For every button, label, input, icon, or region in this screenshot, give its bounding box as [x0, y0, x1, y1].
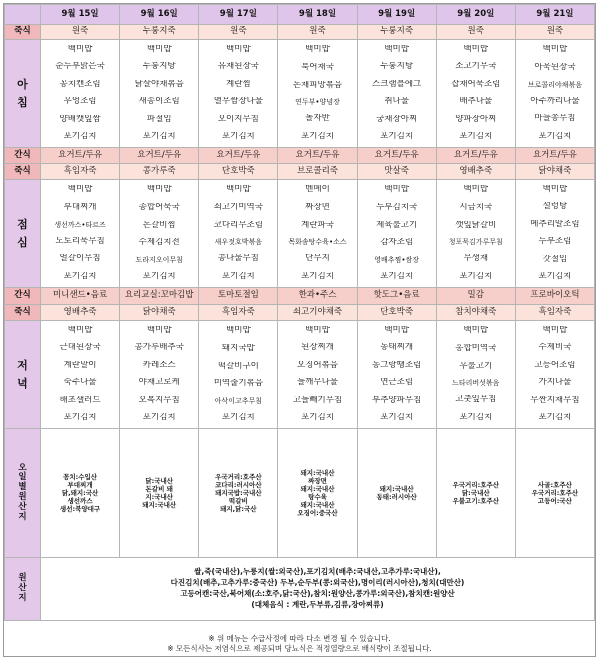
menu-item: 포기김치: [142, 272, 176, 282]
menu-item: 포기김치: [301, 132, 334, 142]
snack-am-row: [5, 148, 595, 164]
snack-pm-row: [5, 288, 595, 305]
porridge-morning-label: 죽식: [5, 25, 41, 40]
menu-item: 열무쌈장나물: [213, 97, 263, 107]
menu-item: 계란파국: [301, 220, 334, 230]
menu-item: 백미밥: [146, 325, 172, 335]
daily-origin-cell: [515, 429, 594, 558]
snack-am-cell: 요거트/두유: [278, 148, 357, 164]
origin-line: 고등어:국산: [537, 497, 572, 506]
daily-origin-label-char: 별: [18, 482, 27, 493]
origin-line: 돼지:국내산: [300, 484, 335, 493]
menu-item: 양파장아찌: [455, 114, 497, 124]
porridge-dinner-cell: 흑임자죽: [199, 305, 278, 321]
menu-item: 돼지국밥: [221, 343, 255, 353]
porridge-lunch-cell: 영배추죽: [436, 164, 515, 180]
daily-origin-cell: [436, 429, 515, 558]
menu-item: 돌자반: [305, 114, 330, 124]
porridge-lunch-cell: 맛살죽: [357, 164, 436, 180]
snack-pm-cell: 한과•주스: [278, 288, 357, 305]
breakfast-label: [5, 40, 41, 148]
menu-item: 우엉조림: [63, 97, 97, 107]
menu-item: 백미밥: [384, 325, 409, 335]
menu-item: 백미밥: [67, 185, 93, 194]
lunch-label: [5, 180, 41, 288]
menu-item: 두부김치국: [376, 202, 418, 212]
daily-origin-label-char: 원: [18, 492, 27, 502]
date-header: 9월 21일: [515, 5, 594, 25]
porridge-lunch-cell: 콩가루죽: [120, 164, 199, 180]
menu-item: 고들빼기무침: [292, 395, 343, 405]
menu-item: 부추양파무침: [371, 395, 422, 405]
date-header: 9월 16일: [120, 5, 199, 25]
snack-am-cell: 요거트/두유: [515, 148, 594, 164]
dinner-cell: [436, 321, 515, 429]
menu-item: 포기김치: [380, 132, 414, 142]
daily-origin-cell: [199, 429, 278, 558]
menu-item: 얼갈이무침: [59, 254, 101, 264]
menu-item: 무생채: [463, 254, 489, 264]
date-header: 9월 19일: [357, 5, 436, 25]
date-header-row: [5, 5, 595, 25]
common-origin-line: 다진김치(배추,고추가루:중국산) 두부,순두부(콩:외국산),명이리(러시아산),청치(대만산): [170, 578, 465, 588]
menu-item: 백미밥: [542, 45, 568, 54]
origin-line: 떡갈비: [228, 497, 248, 506]
porridge-lunch-cell: 닭야채죽: [515, 164, 594, 180]
lunch-label-char: 점: [17, 217, 28, 231]
daily-origin-label-char: 지: [18, 511, 27, 522]
menu-item: 잡채어묵조림: [451, 79, 501, 89]
menu-item: 포기김치: [142, 413, 176, 423]
origin-line: 생선:북양대구: [59, 505, 101, 514]
menu-item: 백미밥: [305, 45, 330, 54]
breakfast-cell: [515, 40, 594, 148]
lunch-row: [5, 180, 595, 288]
menu-item: 목화솜탕수육•소스: [288, 238, 347, 247]
menu-item: 새송이조림: [138, 97, 180, 107]
porridge-lunch-cell: 흑임자죽: [41, 164, 120, 180]
menu-item: 백미밥: [146, 185, 172, 194]
porridge-morning-cell: 원죽: [278, 25, 357, 40]
menu-item: 감자조림: [380, 238, 414, 248]
menu-item: 동그랑땡조림: [371, 360, 422, 370]
menu-item: 포기김치: [63, 413, 97, 423]
menu-item: 포기김치: [142, 132, 176, 142]
menu-item: 백미밥: [226, 185, 251, 194]
common-origin-label: [5, 558, 41, 621]
menu-item: 포기김치: [380, 413, 414, 423]
menu-item: 시금치국: [459, 202, 493, 212]
lunch-cell: [199, 180, 278, 288]
porridge-dinner-cell: 닭야채죽: [120, 305, 199, 321]
menu-item: 콩가루배추국: [134, 343, 184, 353]
snack-pm-label: 간식: [5, 288, 41, 305]
menu-item: 포기김치: [538, 132, 572, 142]
menu-item: 해초샐러드: [59, 395, 101, 405]
menu-item: 우불고기: [459, 361, 493, 371]
weekly-meal-table: [4, 4, 595, 621]
snack-am-cell: 요거트/두유: [357, 148, 436, 164]
menu-item: 파절임: [146, 114, 172, 124]
menu-item: 아삭이고추무침: [214, 397, 263, 406]
menu-item: 메추리알조림: [530, 219, 580, 229]
dinner-cell: [41, 321, 120, 429]
origin-line: 코다리:러시아산: [215, 480, 262, 489]
menu-item: 깻잎닭갈비: [455, 220, 497, 230]
menu-item: 배추나물: [459, 97, 493, 107]
dinner-label: [5, 321, 41, 429]
menu-item: 단무지: [305, 254, 330, 264]
menu-item: 오징어볶음: [296, 360, 339, 370]
daily-origin-row: [5, 429, 595, 558]
menu-item: 닭살야채볶음: [134, 79, 184, 89]
menu-item: 순두부맑은국: [55, 62, 105, 72]
common-origin-line: 쌀,죽(국내산),누룽지(쌀:외국산),포기김치(배추:국내산,고추가루:국내산),: [194, 567, 441, 577]
origin-line: 지:국내산: [145, 493, 174, 501]
menu-item: 된장찌개: [301, 343, 334, 353]
snack-pm-cell: 요리교실:꼬마김밥: [120, 288, 199, 305]
menu-item: 포기김치: [380, 272, 414, 282]
origin-line: 돼지:국내산: [300, 468, 335, 477]
lunch-label-char: 심: [17, 235, 28, 249]
daily-origin-cell: [120, 429, 199, 558]
lunch-cell: [436, 180, 515, 288]
lunch-cell: [515, 180, 594, 288]
menu-item: 오이지무침: [217, 114, 259, 124]
menu-item: 포기김치: [221, 132, 255, 142]
menu-item: 느타리버섯볶음: [452, 379, 500, 388]
porridge-morning-cell: 원죽: [436, 25, 515, 40]
origin-line: 돼지국밥:국내산: [215, 488, 262, 497]
menu-item: 설렁탕: [542, 202, 568, 212]
menu-item: 오복지무침: [138, 395, 180, 405]
porridge-morning-cell: 누룽지죽: [357, 25, 436, 40]
daily-origin-cell: [357, 429, 436, 558]
daily-origin-label: [5, 429, 41, 558]
menu-item: 콩나물무침: [217, 254, 259, 264]
lunch-cell: [278, 180, 357, 288]
menu-item: 영배추찜•쌈장: [374, 256, 419, 265]
menu-item: 백미밥: [305, 325, 330, 335]
menu-item: 연근조림: [380, 378, 414, 388]
menu-item: 가지나물: [538, 378, 572, 388]
snack-pm-cell: 토마토절임: [199, 288, 278, 305]
porridge-dinner-cell: 단호박죽: [357, 305, 436, 321]
menu-item: 마늘쫑무침: [534, 114, 576, 124]
menu-item: 백미밥: [463, 44, 489, 54]
menu-item: 포기김치: [538, 272, 572, 282]
menu-item: 돈채피망볶음: [292, 80, 343, 90]
origin-line: 우불고기:호주산: [452, 497, 500, 506]
menu-item: 종합어묵국: [138, 202, 180, 212]
menu-item: 도토리묵무침: [55, 236, 105, 246]
dinner-cell: [120, 321, 199, 429]
note-line: ※ 모든식사는 저염식으로 제공되며 당뇨식은 적정열량으로 배식량이 조절됩니다.: [167, 644, 432, 654]
menu-item: 백미밥: [67, 44, 93, 54]
origin-line: 부대찌개: [67, 480, 93, 489]
snack-am-cell: 요거트/두유: [120, 148, 199, 164]
porridge-lunch-label: 죽식: [5, 164, 41, 180]
menu-item: 짜장면: [305, 202, 330, 212]
porridge-morning-cell: 원죽: [199, 25, 278, 40]
menu-item: 숙주나물: [63, 378, 97, 388]
menu-item: 돈갈비찜: [142, 220, 176, 230]
menu-item: 무짠지채무침: [530, 395, 580, 405]
breakfast-cell: [41, 40, 120, 148]
lunch-cell: [120, 180, 199, 288]
menu-item: 계란찜: [226, 79, 251, 89]
menu-item: 백미밥: [542, 184, 568, 194]
porridge-morning-cell: 원죽: [515, 25, 594, 40]
menu-item: 소고기무국: [455, 62, 497, 72]
note-line: ※ 위 메뉴는 수급사정에 따라 다소 변경 될 수 있습니다.: [208, 634, 391, 643]
menu-item: 스크램블에그: [371, 79, 422, 89]
origin-line: 돼지:국내산: [142, 501, 177, 510]
dinner-row: [5, 321, 595, 429]
menu-item: 백미밥: [384, 185, 409, 194]
menu-item: 들깨무나물: [296, 378, 339, 388]
menu-item: 도라지오이무침: [135, 256, 183, 265]
menu-item: 취나물: [384, 97, 409, 107]
menu-item: 누룽지탕: [142, 62, 176, 72]
menu-item: 아주까리나물: [530, 96, 580, 106]
origin-line: 돼지:국내산: [379, 484, 414, 493]
origin-line: 생선까스: [67, 497, 93, 506]
porridge-dinner-cell: 영배추죽: [41, 305, 120, 321]
common-origin-label-char: 지: [18, 592, 27, 603]
corner-cell: [5, 5, 41, 25]
dinner-cell: [515, 321, 594, 429]
dinner-cell: [199, 321, 278, 429]
menu-item: 제육불고기: [376, 220, 418, 230]
menu-item: 미역줄기볶음: [213, 379, 263, 389]
origin-line: 돼지:국내산: [300, 501, 335, 510]
menu-item: 고춧잎무침: [455, 395, 497, 405]
origin-line: 돈갈비 돼: [145, 484, 173, 493]
dinner-cell: [357, 321, 436, 429]
menu-item: 동태찌개: [380, 343, 414, 353]
breakfast-label-char: 아: [17, 77, 28, 91]
porridge-lunch-cell: 단호박죽: [199, 164, 278, 180]
dinner-cell: [278, 321, 357, 429]
date-header: 9월 20일: [436, 5, 515, 25]
menu-item: 유채된장국: [217, 62, 259, 72]
menu-item: 양배캣잎쌈: [59, 114, 101, 124]
snack-pm-cell: 미니샌드•음료: [41, 288, 120, 305]
dinner-label-char: 저: [17, 358, 28, 372]
origin-line: 닭:국내산: [145, 476, 174, 485]
common-origin-row: [5, 558, 595, 621]
dinner-label-char: 녁: [17, 376, 28, 390]
menu-item: 포기김치: [301, 272, 334, 282]
porridge-morning-cell: 누룽지죽: [120, 25, 199, 40]
menu-item: 포기김치: [221, 413, 255, 423]
porridge-dinner-label: 죽식: [5, 305, 41, 321]
menu-item: 포기김치: [459, 413, 493, 423]
porridge-lunch-cell: 브로콜리죽: [278, 164, 357, 180]
snack-pm-cell: 핫도그•음료: [357, 288, 436, 305]
lunch-cell: [357, 180, 436, 288]
menu-item: 포기김치: [221, 272, 255, 282]
common-origin-line: 고등어캔:국산,북어채(소:호주,닭:국산),참치:원양산,콩가루:외국산),참치캔:원양산: [180, 589, 455, 598]
menu-item: 백미밥: [542, 325, 568, 335]
breakfast-cell: [120, 40, 199, 148]
menu-item: 꽁치캔조림: [59, 79, 101, 89]
breakfast-cell: [199, 40, 278, 148]
origin-line: 꽁치:수입산: [63, 472, 98, 481]
date-header: 9월 17일: [199, 5, 278, 25]
menu-item: 연두부•양념장: [295, 98, 340, 107]
menu-item: 브로콜리야채볶음: [527, 80, 582, 89]
origin-line: 우국거리:호주산: [215, 472, 262, 481]
menu-item: 백미밥: [463, 326, 489, 335]
origin-line: 닭,돼지:국산: [61, 488, 99, 497]
porridge-dinner-cell: 쇠고기야채죽: [278, 305, 357, 321]
menu-item: 누룽지탕: [380, 62, 414, 72]
daily-origin-cell: [41, 429, 120, 558]
menu-item: 포기김치: [301, 413, 334, 423]
breakfast-label-char: 침: [17, 95, 28, 109]
menu-item: 청포묵김가루무침: [448, 238, 503, 247]
origin-line: 사골:호주산: [537, 480, 572, 489]
common-origin-label-char: 산: [18, 583, 27, 594]
breakfast-cell: [357, 40, 436, 148]
breakfast-cell: [278, 40, 357, 148]
menu-item: 갓절임: [542, 254, 568, 264]
porridge-morning-cell: 원죽: [41, 25, 120, 40]
porridge-dinner-cell: 참치야채죽: [436, 305, 515, 321]
menu-item: 북어채국: [301, 62, 334, 72]
menu-item: 카레소스: [142, 360, 176, 370]
menu-item: 생선까스•타르즈: [54, 220, 106, 229]
origin-line: 돼지,닭:국산: [220, 505, 257, 514]
common-origin-line: (대체음식 : 계란,두부류,김류,장아찌류): [251, 599, 384, 609]
common-origin-cell: [41, 558, 595, 621]
menu-item: 부대찌개: [63, 202, 97, 212]
origin-line: 오징어:중국산: [297, 509, 338, 518]
menu-item: 수제김치전: [138, 238, 180, 248]
menu-item: 근대된장국: [59, 343, 101, 353]
menu-item: 포기김치: [63, 132, 97, 142]
menu-item: 두부조림: [538, 237, 572, 247]
daily-origin-label-char: 산: [18, 501, 27, 512]
date-header: 9월 18일: [278, 5, 357, 25]
breakfast-cell: [436, 40, 515, 148]
menu-item: 아욱된장국: [534, 62, 576, 72]
origin-line: 탕수육: [308, 493, 327, 501]
menu-item: 떡갈비구이: [217, 361, 259, 371]
snack-am-cell: 요거트/두유: [41, 148, 120, 164]
origin-line: 동태:러시아산: [376, 493, 417, 501]
menu-item: 포기김치: [459, 132, 493, 142]
menu-item: 고등어조림: [534, 360, 576, 370]
menu-item: 야채고로케: [138, 378, 180, 388]
menu-item: 쇠고기미역국: [213, 202, 263, 212]
porridge-lunch-row: [5, 164, 595, 180]
footer-notes: [4, 634, 595, 654]
menu-item: 백미밥: [463, 185, 489, 194]
snack-pm-cell: 프로바이오틱: [515, 288, 594, 305]
menu-item: 포기김치: [63, 272, 97, 282]
snack-am-cell: 요거트/두유: [436, 148, 515, 164]
menu-item: 백미밥: [146, 44, 172, 54]
menu-item: 계란말이: [63, 360, 97, 370]
daily-origin-cell: [278, 429, 357, 558]
menu-item: 백미밥: [226, 326, 251, 335]
porridge-dinner-cell: 흑임자죽: [515, 305, 594, 321]
date-header: 9월 15일: [41, 5, 120, 25]
lunch-cell: [41, 180, 120, 288]
menu-item: 코다리무조림: [213, 220, 263, 230]
menu-item: 새우젓호박볶음: [214, 238, 263, 247]
menu-item: 포기김치: [459, 272, 493, 282]
daily-origin-label-char: 일: [18, 472, 27, 483]
menu-item: 수제비국: [538, 343, 572, 353]
origin-line: 짜장면: [308, 476, 327, 485]
porridge-morning-row: [5, 25, 595, 40]
menu-item: 홍합미역국: [455, 343, 497, 353]
menu-item: 궁채장아찌: [376, 114, 418, 124]
origin-line: 우국거리:호주산: [452, 480, 500, 489]
origin-line: 우국거리:호주산: [531, 488, 579, 497]
snack-pm-cell: 밀감: [436, 288, 515, 305]
origin-line: 닭:국내산: [461, 488, 490, 497]
daily-origin-label-char: 오: [18, 462, 27, 473]
porridge-dinner-row: [5, 305, 595, 321]
breakfast-row: [5, 40, 595, 148]
menu-item: 백미밥: [384, 44, 409, 54]
snack-am-label: 간식: [5, 148, 41, 164]
menu-item: 포기김치: [538, 413, 572, 423]
snack-am-cell: 요거트/두유: [199, 148, 278, 164]
menu-item: 백미밥: [226, 44, 251, 54]
menu-item: 백미밥: [67, 325, 93, 335]
common-origin-label-char: 원: [18, 573, 27, 584]
menu-item: 멘메이: [305, 185, 330, 194]
